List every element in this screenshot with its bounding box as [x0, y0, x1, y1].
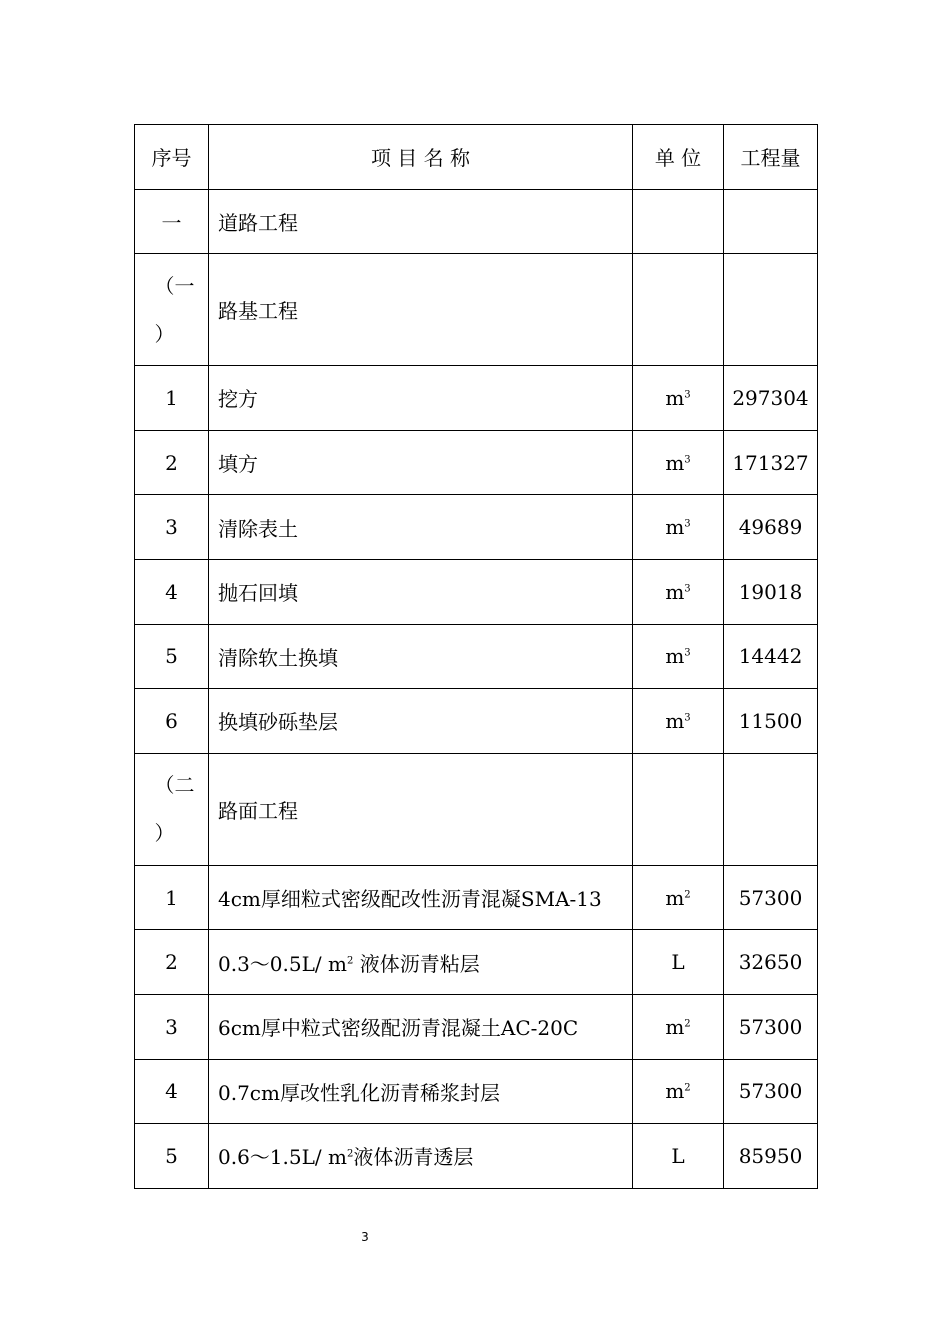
table-row	[135, 689, 818, 754]
row-seq: 2	[135, 930, 209, 995]
section-name: 道路工程	[209, 189, 633, 254]
table-row	[135, 624, 818, 689]
row-unit: L	[633, 930, 724, 995]
row-name: 抛石回填	[209, 559, 633, 624]
page-number: 3	[361, 1230, 369, 1244]
subsection-seq: （二 ）	[135, 753, 209, 865]
row-unit: L	[633, 1124, 724, 1189]
row-name: 0.6～1.5L/ $m^2$液体沥青透层	[209, 1124, 633, 1189]
header-qty: 工程量	[724, 125, 818, 190]
section-row-road	[135, 189, 818, 254]
row-name: 填方	[209, 430, 633, 495]
section-seq: 一	[135, 189, 209, 254]
row-qty: 57300	[724, 994, 818, 1059]
engineering-quantity-table	[134, 124, 818, 1189]
row-unit: $m^3$	[633, 624, 724, 689]
row-qty: 32650	[724, 930, 818, 995]
row-qty: 49689	[724, 495, 818, 560]
subsection-row-roadbed	[135, 254, 818, 366]
row-qty: 85950	[724, 1124, 818, 1189]
row-qty: 297304	[724, 366, 818, 431]
row-unit: $m^2$	[633, 865, 724, 930]
row-qty: 171327	[724, 430, 818, 495]
row-unit: $m^3$	[633, 366, 724, 431]
row-seq: 5	[135, 1124, 209, 1189]
row-unit: $m^2$	[633, 994, 724, 1059]
row-qty: 11500	[724, 689, 818, 754]
row-seq: 3	[135, 495, 209, 560]
row-name: 0.7cm厚改性乳化沥青稀浆封层	[209, 1059, 633, 1124]
table-header-row	[135, 125, 818, 190]
table-row	[135, 865, 818, 930]
row-name: 4cm厚细粒式密级配改性沥青混凝SMA-13	[209, 865, 633, 930]
subsection-name: 路面工程	[209, 753, 633, 865]
table-row	[135, 430, 818, 495]
header-name: 项 目 名 称	[209, 125, 633, 190]
table-row	[135, 366, 818, 431]
row-seq: 4	[135, 559, 209, 624]
subsection-row-pavement	[135, 753, 818, 865]
row-qty: 19018	[724, 559, 818, 624]
row-seq: 1	[135, 366, 209, 431]
header-seq: 序号	[135, 125, 209, 190]
row-name: 0.3～0.5L/ $m^2$ 液体沥青粘层	[209, 930, 633, 995]
row-name: 清除软土换填	[209, 624, 633, 689]
row-unit: $m^2$	[633, 1059, 724, 1124]
subsection-name: 路基工程	[209, 254, 633, 366]
row-unit: $m^3$	[633, 430, 724, 495]
row-name: 清除表土	[209, 495, 633, 560]
row-seq: 2	[135, 430, 209, 495]
header-unit: 单 位	[633, 125, 724, 190]
subsection-seq: （一 ）	[135, 254, 209, 366]
table-row	[135, 1059, 818, 1124]
table-row	[135, 1124, 818, 1189]
row-seq: 6	[135, 689, 209, 754]
row-name: 换填砂砾垫层	[209, 689, 633, 754]
table-row	[135, 559, 818, 624]
row-unit: $m^3$	[633, 689, 724, 754]
row-qty: 57300	[724, 1059, 818, 1124]
row-seq: 3	[135, 994, 209, 1059]
row-unit: $m^3$	[633, 559, 724, 624]
table-row	[135, 994, 818, 1059]
row-unit: $m^3$	[633, 495, 724, 560]
row-seq: 1	[135, 865, 209, 930]
table-row	[135, 930, 818, 995]
row-name: 挖方	[209, 366, 633, 431]
row-qty: 14442	[724, 624, 818, 689]
table-row	[135, 495, 818, 560]
row-seq: 4	[135, 1059, 209, 1124]
row-name: 6cm厚中粒式密级配沥青混凝土AC-20C	[209, 994, 633, 1059]
row-qty: 57300	[724, 865, 818, 930]
row-seq: 5	[135, 624, 209, 689]
